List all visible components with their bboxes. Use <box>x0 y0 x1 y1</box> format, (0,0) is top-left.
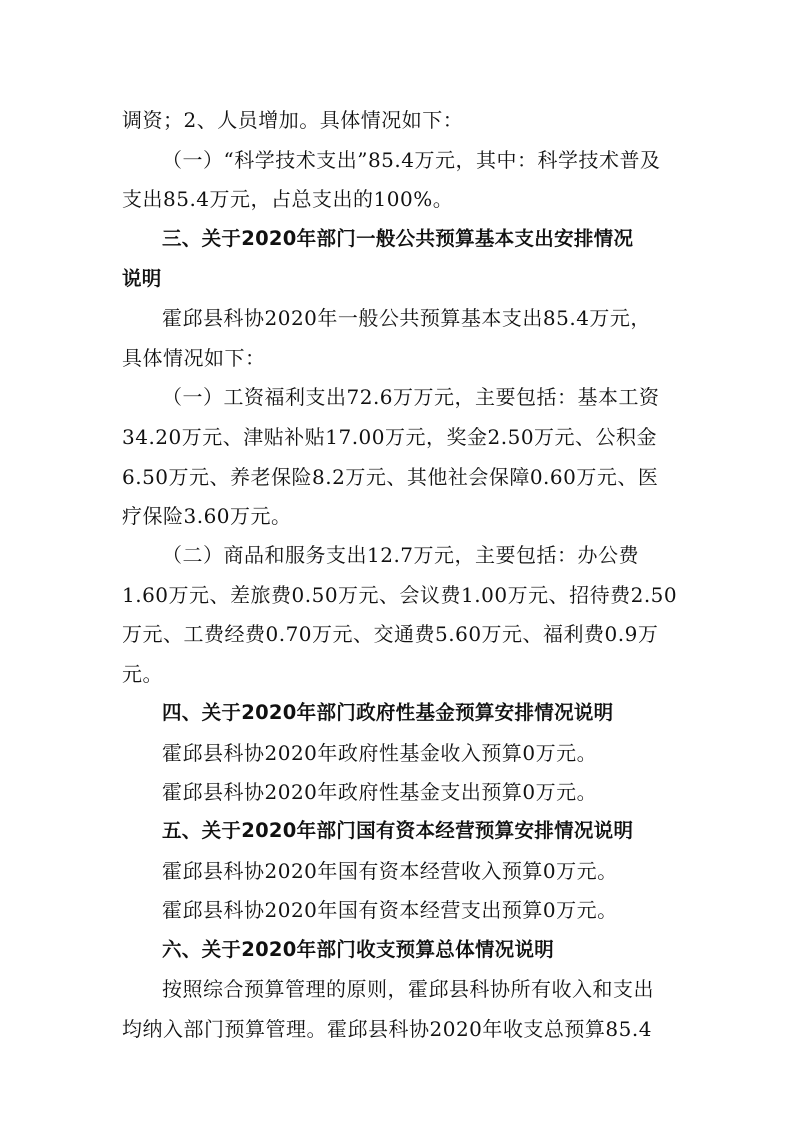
text-line: 霍邱县科协2020年政府性基金收入预算0万元。 <box>162 741 598 765</box>
text-line: 按照综合预算管理的原则，霍邱县科协所有收入和支出 <box>162 977 654 1001</box>
text-line: 霍邱县科协2020年政府性基金支出预算0万元。 <box>162 780 598 804</box>
text-line: （一）工资福利支出72.6万万元，主要包括：基本工资 <box>162 385 660 409</box>
text-line: 具体情况如下： <box>122 346 266 370</box>
text-line: （二）商品和服务支出12.7万元，主要包括：办公费 <box>162 543 640 567</box>
text-line: （一）“科学技术支出”85.4万元，其中：科学技术普及 <box>162 148 661 172</box>
text-line: 霍邱县科协2020年一般公共预算基本支出85.4万元， <box>162 306 651 330</box>
text-line: 支出85.4万元，占总支出的100%。 <box>122 187 454 211</box>
section-heading: 六、关于2020年部门收支预算总体情况说明 <box>162 938 555 961</box>
text-line: 元。 <box>122 662 163 686</box>
section-heading: 三、关于2020年部门一般公共预算基本支出安排情况 <box>162 227 634 250</box>
section-heading: 五、关于2020年部门国有资本经营预算安排情况说明 <box>162 819 634 842</box>
text-line: 调资；2、人员增加。具体情况如下： <box>122 108 464 132</box>
section-heading: 说明 <box>122 267 162 290</box>
section-heading: 四、关于2020年部门政府性基金预算安排情况说明 <box>162 701 614 724</box>
text-line: 均纳入部门预算管理。霍邱县科协2020年收支总预算85.4 <box>122 1017 652 1041</box>
text-line: 1.60万元、差旅费0.50万元、会议费1.00万元、招待费2.50 <box>122 583 678 607</box>
text-line: 6.50万元、养老保险8.2万元、其他社会保障0.60万元、医 <box>122 465 659 489</box>
text-line: 万元、工费经费0.70万元、交通费5.60万元、福利费0.9万 <box>122 622 659 646</box>
text-line: 霍邱县科协2020年国有资本经营支出预算0万元。 <box>162 898 618 922</box>
text-line: 霍邱县科协2020年国有资本经营收入预算0万元。 <box>162 859 618 883</box>
text-line: 34.20万元、津贴补贴17.00万元，奖金2.50万元、公积金 <box>122 425 658 449</box>
text-line: 疗保险3.60万元。 <box>122 504 292 528</box>
